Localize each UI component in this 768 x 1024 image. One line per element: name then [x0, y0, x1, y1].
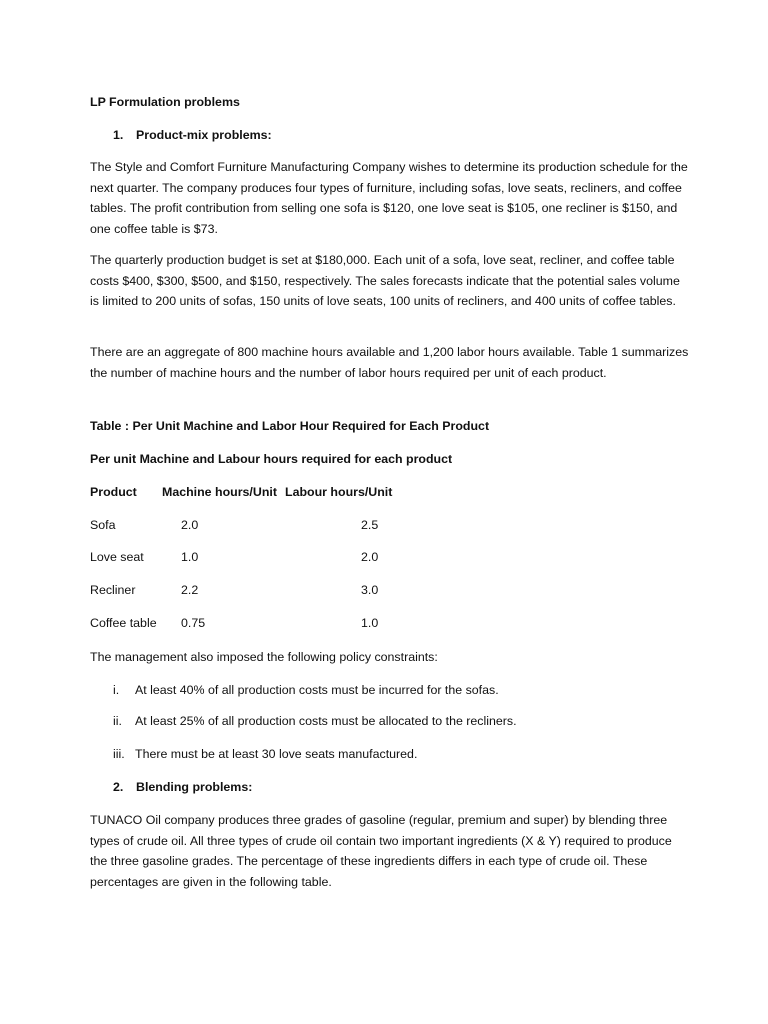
paragraph-production-budget: The quarterly production budget is set at $180,000. Each unit of a sofa, love seat, recliner, and coffee table costs $400, $300, $500, and $150, respectively. The sales forecasts indicate that the potential sales volume is limited to 200 units of sofas, 150 units of love seats, 100 units of recliners, and 400 units of coffee tables.	[90, 253, 680, 308]
table-header-product: Product	[90, 485, 137, 499]
table-header-machine-hours: Machine hours/Unit	[162, 485, 277, 499]
constraint-marker: ii.	[113, 714, 122, 728]
table-row	[0, 580, 768, 600]
paragraph-company-intro: The Style and Comfort Furniture Manufacturing Company wishes to determine its production schedule for the next quarter. The company produces four types of furniture, including sofas, love seats, recliners, and coffee tables. The profit contribution from selling one sofa is $120, one love seat is $105, one recliner is $150, and one coffee table is $73.	[90, 160, 688, 236]
table-cell-labour-hours: 2.0	[361, 550, 379, 564]
paragraph-blending-intro: TUNACO Oil company produces three grades of gasoline (regular, premium and super) by blending three types of crude oil. All three types of crude oil contain two important ingredients (X & Y) required to produce the three gasoline grades. The percentage of these ingredients differs in each type of crude oil. These percentages are given in the following table.	[90, 813, 672, 889]
constraint-marker: i.	[113, 683, 120, 697]
table-cell-machine-hours: 2.0	[181, 518, 199, 532]
section-2-number: 2.	[113, 780, 124, 794]
table-row	[0, 515, 768, 535]
table-cell-labour-hours: 3.0	[361, 583, 379, 597]
table-cell-product: Coffee table	[90, 616, 157, 630]
section-1-heading: Product-mix problems:	[136, 128, 272, 142]
document-title: LP Formulation problems	[90, 95, 240, 109]
table-row	[0, 547, 768, 567]
table-header-labour-hours: Labour hours/Unit	[285, 485, 393, 499]
table-cell-product: Love seat	[90, 550, 144, 564]
table-header-row	[0, 482, 768, 502]
constraint-text: There must be at least 30 love seats manufactured.	[135, 747, 418, 761]
table-cell-labour-hours: 2.5	[361, 518, 379, 532]
table-cell-product: Recliner	[90, 583, 136, 597]
constraint-marker: iii.	[113, 747, 125, 761]
table-cell-product: Sofa	[90, 518, 116, 532]
table-cell-labour-hours: 1.0	[361, 616, 379, 630]
section-1-number: 1.	[113, 128, 124, 142]
table-cell-machine-hours: 2.2	[181, 583, 199, 597]
table-caption: Table : Per Unit Machine and Labor Hour Required for Each Product	[90, 419, 490, 433]
constraint-text: At least 40% of all production costs must be incurred for the sofas.	[135, 683, 499, 697]
constraints-intro: The management also imposed the following policy constraints:	[90, 650, 438, 664]
table-cell-machine-hours: 1.0	[181, 550, 199, 564]
table-row	[0, 613, 768, 633]
table-subtitle: Per unit Machine and Labour hours required for each product	[90, 452, 453, 466]
paragraph-hours-available: There are an aggregate of 800 machine hours available and 1,200 labor hours available. Table 1 summarizes the number of machine hours and the number of labor hours required per unit of each product.	[90, 345, 689, 380]
section-2-heading: Blending problems:	[136, 780, 253, 794]
table-cell-machine-hours: 0.75	[181, 616, 206, 630]
constraint-text: At least 25% of all production costs must be allocated to the recliners.	[135, 714, 517, 728]
